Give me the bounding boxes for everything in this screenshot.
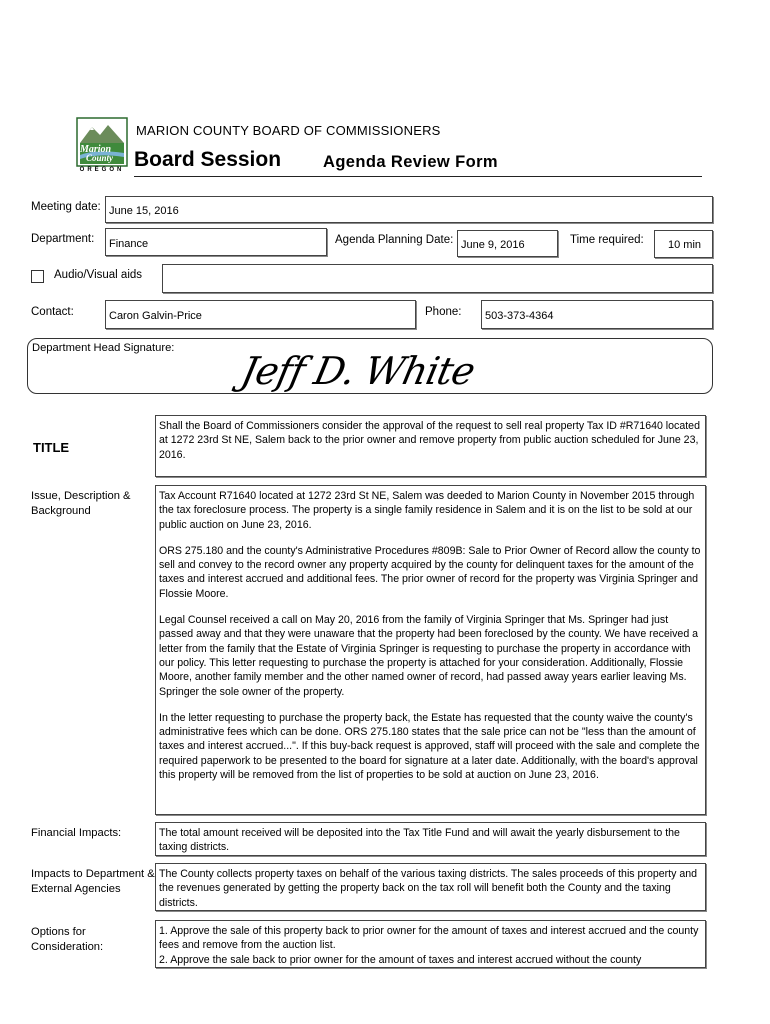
phone-field[interactable]: [481, 300, 713, 329]
contact-field[interactable]: [105, 300, 416, 329]
logo-text-marion: Marion: [80, 144, 112, 155]
impacts-text-box[interactable]: [155, 863, 706, 911]
financial-label: Financial Impacts:: [31, 827, 122, 839]
title-text: Shall the Board of Commissioners consider the approval of the request to sell real property Tax ID #R71640 located at 1272 23rd St NE, Salem back to the prior owner and remove property from public auction scheduled for June 23, 2016.: [159, 420, 700, 461]
org-name: MARION COUNTY BOARD OF COMMISSIONERS: [136, 123, 441, 138]
logo-state: OREGON: [79, 167, 125, 173]
issue-label: Issue, Description & Background: [31, 490, 131, 517]
option-2: 2. Approve the sale back to prior owner for the amount of taxes and interest accrued without the county: [159, 953, 642, 966]
financial-text: The total amount received will be deposited into the Tax Title Fund and will await the yearly disbursement to the taxing districts.: [159, 827, 680, 854]
option-1: 1. Approve the sale of this property back to prior owner for the amount of taxes and interest accrued and the county fees and remove from the auction list.: [159, 925, 699, 952]
contact-label: Contact:: [31, 306, 74, 318]
meeting-date-field[interactable]: [105, 196, 713, 223]
issue-paragraph-2: ORS 275.180 and the county's Administrative Procedures #809B: Sale to Prior Owner of Record allow the county to sell and convey to the record owner any property acquired by the county for delinquent taxes for the amount of the taxes and interest accrued and additional fees. The prior owner of record for the property was Virginia Springer and Flossie Moore.: [159, 544, 701, 600]
contact-value: Caron Galvin-Price: [109, 310, 202, 322]
issue-text-box[interactable]: [155, 485, 706, 815]
meeting-date-label: Meeting date:: [31, 201, 101, 213]
agenda-planning-field[interactable]: [457, 230, 558, 257]
signature-label: Department Head Signature:: [32, 342, 175, 354]
options-label: Options for Consideration:: [31, 926, 104, 953]
phone-value: 503-373-4364: [485, 310, 554, 322]
audio-visual-label: Audio/Visual aids: [54, 269, 143, 281]
issue-paragraph-4: In the letter requesting to purchase the property back, the Estate has requested that the county waive the county's administrative fees which can be done. ORS 275.180 states that the sale price can not be "less than the amount of taxes and interest accrued...". If this buy-back request is approved, staff will proceed with the sale and complete the required paperwork to be presented to the board for signature at a later date. Additionally, with the board's approval this property will be removed from the list of properties to be sold at auction on June 23, 2016.: [159, 711, 700, 782]
impacts-label: Impacts to Department & External Agencies: [31, 868, 155, 895]
department-field[interactable]: [105, 228, 327, 256]
impacts-text: The County collects property taxes on behalf of the various taxing districts. The sales proceeds of this property and the revenues generated by getting the property back on the tax roll will benefit both the County and the taxing districts.: [159, 868, 698, 909]
options-text-box[interactable]: [155, 920, 706, 968]
audio-visual-checkbox[interactable]: [31, 270, 44, 283]
time-required-value: 10 min: [668, 239, 702, 251]
time-required-field[interactable]: [654, 230, 713, 258]
department-label: Department:: [31, 233, 95, 245]
department-value: Finance: [109, 238, 149, 250]
form-title-bold: Board Session: [134, 148, 282, 171]
signature-box[interactable]: [27, 338, 713, 394]
time-required-label: Time required:: [570, 234, 644, 246]
signature-handwriting: Jeff D. White: [237, 349, 479, 393]
header-rule: [134, 176, 702, 177]
financial-text-box[interactable]: [155, 822, 706, 856]
logo-text-county: County: [86, 153, 114, 163]
issue-paragraph-3: Legal Counsel received a call on May 20, 2016 from the family of Virginia Springer that Ms. Springer had just passed away and that they were unaware that the property had been foreclosed by the county. We have received a letter from the family that the Estate of Virginia Springer is requesting to purchase the property in accordance with our policy. This letter requesting to purchase the property is attached for your consideration. Additionally, Flossie Moore, another family member and the other named owner of record, had passed away years earlier leaving Ms. Springer the sole owner of the property.: [159, 614, 699, 698]
agenda-planning-label: Agenda Planning Date:: [335, 234, 454, 246]
issue-paragraph-1: Tax Account R71640 located at 1272 23rd St NE, Salem was deeded to Marion County in November 2015 through the tax foreclosure process. The property is a single family residence in Salem and it is on the list to be sold at our public auction on June 23, 2016.: [159, 490, 695, 531]
title-text-box[interactable]: [155, 415, 706, 477]
audio-visual-field[interactable]: [162, 264, 713, 293]
phone-label: Phone:: [425, 306, 462, 318]
meeting-date-value: June 15, 2016: [109, 205, 179, 217]
title-label: TITLE: [33, 440, 70, 455]
form-title-rest: Agenda Review Form: [323, 153, 498, 171]
marion-county-logo: [76, 117, 128, 175]
agenda-planning-value: June 9, 2016: [461, 239, 525, 251]
